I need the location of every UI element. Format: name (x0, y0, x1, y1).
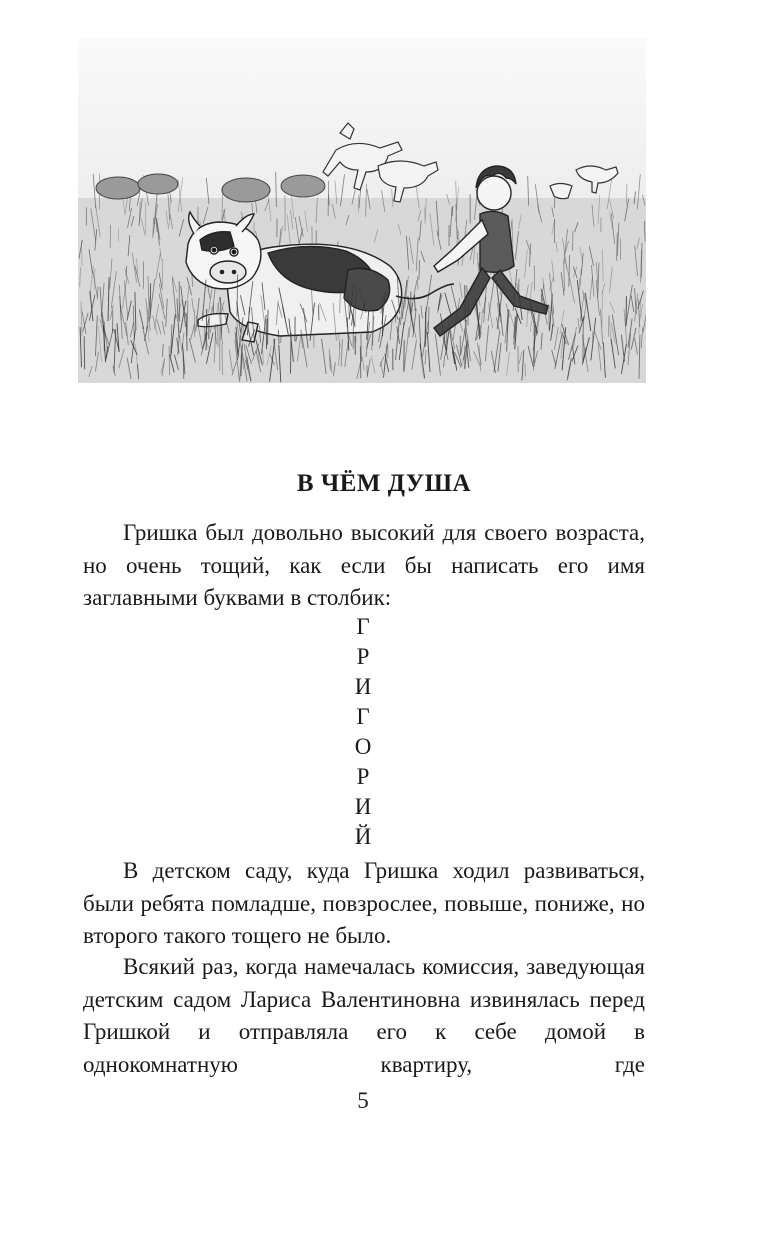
paragraph-2 (83, 855, 645, 953)
name-letter: Р (356, 644, 370, 669)
boy-pulling-cow-illustration (78, 38, 646, 383)
page-number: 5 (357, 1088, 369, 1113)
vertical-name-letters (0, 612, 726, 852)
name-letter: О (354, 734, 372, 759)
paragraph-text: В детском саду, куда Гришка ходил развиваться, были ребята помладше, повзрослее, повыше, пониже, но второго такого тощего не было. (83, 858, 645, 948)
chapter-title: В ЧЁМ ДУША (296, 470, 472, 497)
name-letter: Й (354, 824, 372, 849)
name-letter: Р (356, 764, 370, 789)
paragraph-3 (83, 951, 645, 1081)
paragraph-1 (83, 517, 645, 615)
name-letter: И (354, 794, 372, 819)
name-letter: Г (356, 704, 370, 729)
paragraph-text: Всякий раз, когда намечалась комиссия, заведующая детским садом Лариса Валентиновна извинялась перед Гришкой и отправляла его к себе домой в однокомнатную квартиру, где (83, 954, 645, 1077)
paragraph-text: Гришка был довольно высокий для своего возраста, но очень тощий, как если бы написать его имя заглавными буквами в столбик: (83, 520, 645, 610)
name-letter: И (354, 674, 372, 699)
name-letter: Г (356, 614, 370, 639)
